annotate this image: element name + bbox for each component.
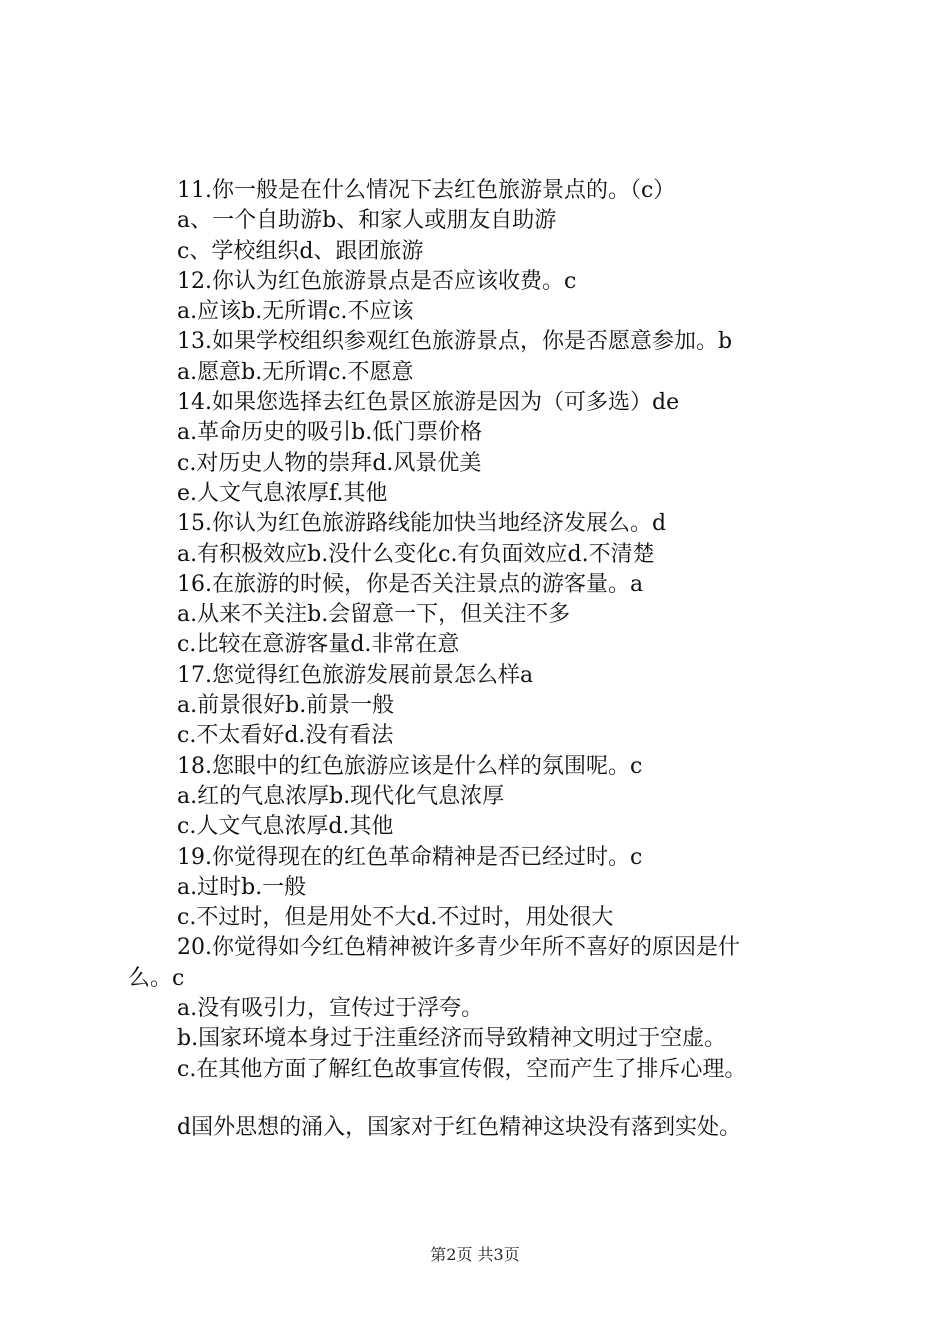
page-footer: 第2页 共3页 xyxy=(430,1245,520,1264)
question-11: 11.你一般是在什么情况下去红色旅游景点的。（c） xyxy=(177,178,676,203)
question-11-options-1: a、一个自助游b、和家人或朋友自助游 xyxy=(177,208,557,234)
question-13-options: a.愿意b.无所谓c.不愿意 xyxy=(177,359,414,385)
question-20-option-d: d国外思想的涌入，国家对于红色精神这块没有落到实处。 xyxy=(177,1114,742,1140)
question-20-option-c: c.在其他方面了解红色故事宣传假，空而产生了排斥心理。 xyxy=(177,1056,747,1082)
question-20: 20.你觉得如今红色精神被许多青少年所不喜好的原因是什 xyxy=(177,935,740,961)
question-15-options: a.有积极效应b.没什么变化c.有负面效应d.不清楚 xyxy=(177,541,655,567)
question-14: 14.如果您选择去红色景区旅游是因为（可多选）de xyxy=(177,390,680,416)
question-13: 13.如果学校组织参观红色旅游景点，你是否愿意参加。b xyxy=(177,329,733,355)
question-18-options-1: a.红的气息浓厚b.现代化气息浓厚 xyxy=(177,783,505,809)
document-body xyxy=(0,176,950,1143)
question-12-options: a.应该b.无所谓c.不应该 xyxy=(177,299,414,325)
question-19-options-1: a.过时b.一般 xyxy=(177,874,307,900)
question-14-options-3: e.人文气息浓厚f.其他 xyxy=(177,480,388,506)
question-14-options-2: c.对历史人物的崇拜d.风景优美 xyxy=(177,450,482,476)
question-11-options-2: c、学校组织d、跟团旅游 xyxy=(177,238,424,264)
question-20-option-b: b.国家环境本身过于注重经济而导致精神文明过于空虚。 xyxy=(177,1026,727,1052)
question-15: 15.你认为红色旅游路线能加快当地经济发展么。d xyxy=(177,511,667,537)
question-20-option-a: a.没有吸引力，宣传过于浮夸。 xyxy=(177,996,484,1022)
question-18-options-2: c.人文气息浓厚d.其他 xyxy=(177,814,394,840)
question-16: 16.在旅游的时候，你是否关注景点的游客量。a xyxy=(177,571,644,597)
question-17-options-2: c.不太看好d.没有看法 xyxy=(177,723,394,749)
question-18: 18.您眼中的红色旅游应该是什么样的氛围呢。c xyxy=(177,753,643,779)
question-19: 19.你觉得现在的红色革命精神是否已经过时。c xyxy=(177,844,643,870)
question-20-continued: 么。c xyxy=(128,965,185,991)
question-17-options-1: a.前景很好b.前景一般 xyxy=(177,693,395,719)
question-14-options-1: a.革命历史的吸引b.低门票价格 xyxy=(177,420,483,446)
question-17: 17.您觉得红色旅游发展前景怎么样a xyxy=(177,662,534,688)
question-16-options-2: c.比较在意游客量d.非常在意 xyxy=(177,632,460,658)
question-16-options-1: a.从来不关注b.会留意一下，但关注不多 xyxy=(177,602,571,628)
question-19-options-2: c.不过时，但是用处不大d.不过时，用处很大 xyxy=(177,905,614,931)
question-12: 12.你认为红色旅游景点是否应该收费。c xyxy=(177,268,577,294)
